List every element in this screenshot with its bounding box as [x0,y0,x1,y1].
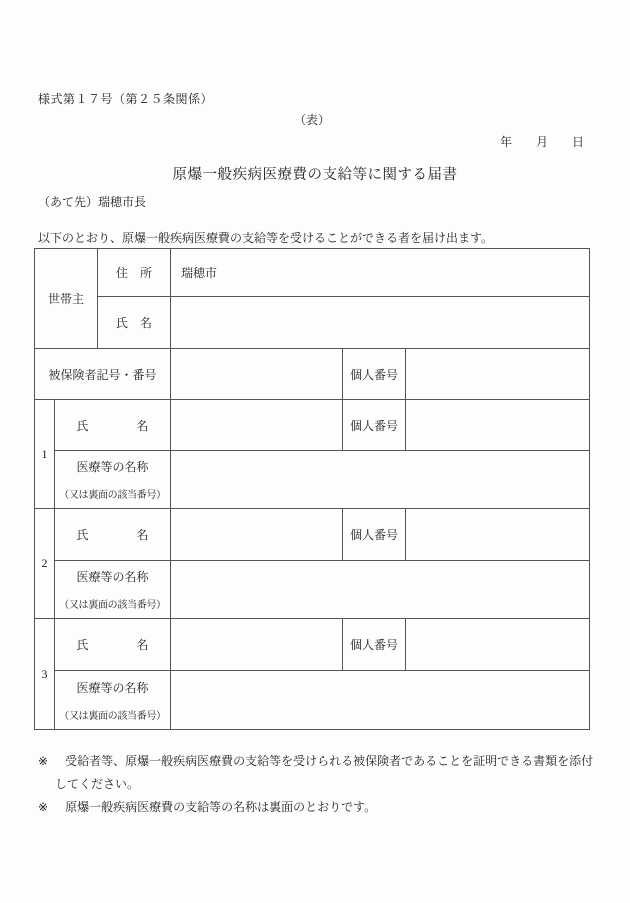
note-text: 受給者等、原爆一般疾病医療費の支給等を受けられる被保険者であることを証明できる書類を添付してください。 [55,754,594,791]
member-2-personal-number-value [406,509,590,561]
householder-name-label: 氏 名 [98,297,171,349]
medical-label-sub: （又は裏面の該当番号） [59,490,166,501]
intro-sentence: 以下のとおり、原爆一般疾病医療費の支給等を受けることができる者を届け出ます。 [38,231,494,245]
medical-label-main: 医療等の名称 [76,460,149,474]
householder-name-value [171,297,590,349]
note-marker: ※ [38,754,49,768]
medical-label-main: 医療等の名称 [76,570,149,584]
addressee: （あて先）瑞穂市長 [38,195,147,209]
householder-label: 世帯主 [35,249,98,349]
insured-number-label: 被保険者記号・番号 [35,349,171,400]
date-line: 年 月 日 [499,135,584,149]
member-2-medical-label [55,561,171,619]
medical-label-sub: （又は裏面の該当番号） [59,600,166,611]
member-1-personal-number-value [406,400,590,451]
member-3-personal-number-label: 個人番号 [343,619,406,671]
member-1-medical-label [55,451,171,509]
member-3-medical-value [171,671,590,730]
note-marker: ※ [38,800,49,814]
member-1-medical-value [171,451,590,509]
member-2-name-label: 氏 名 [55,509,171,561]
medical-label-sub: （又は裏面の該当番号） [59,710,166,722]
insured-personal-number-value [406,349,590,400]
member-1-number: 1 [35,400,55,509]
member-2-name-value [171,509,343,561]
member-3-number: 3 [35,619,55,730]
footnotes [38,750,596,819]
member-3-medical-label [55,671,171,730]
medical-label-main: 医療等の名称 [76,680,149,695]
document-title: 原爆一般疾病医療費の支給等に関する届書 [172,167,458,183]
member-3-name-label: 氏 名 [55,619,171,671]
member-1-personal-number-label: 個人番号 [343,400,406,451]
side-label: （表） [293,113,330,127]
member-1-name-value [171,400,343,451]
householder-address-value: 瑞穂市 [171,249,590,297]
householder-address-label: 住 所 [98,249,171,297]
member-1-name-label: 氏 名 [55,400,171,451]
member-2-number: 2 [35,509,55,619]
notification-table [34,248,590,730]
member-2-personal-number-label: 個人番号 [343,509,406,561]
footnote-attachment [38,750,596,796]
note-text: 原爆一般疾病医療費の支給等の名称は裏面のとおりです。 [65,800,377,814]
insured-number-value [171,349,343,400]
member-3-name-value [171,619,343,671]
member-3-personal-number-value [406,619,590,671]
footnote-reverse-side [38,796,596,819]
member-2-medical-value [171,561,590,619]
insured-personal-number-label: 個人番号 [343,349,406,400]
form-number: 様式第１７号（第２５条関係） [38,92,214,106]
